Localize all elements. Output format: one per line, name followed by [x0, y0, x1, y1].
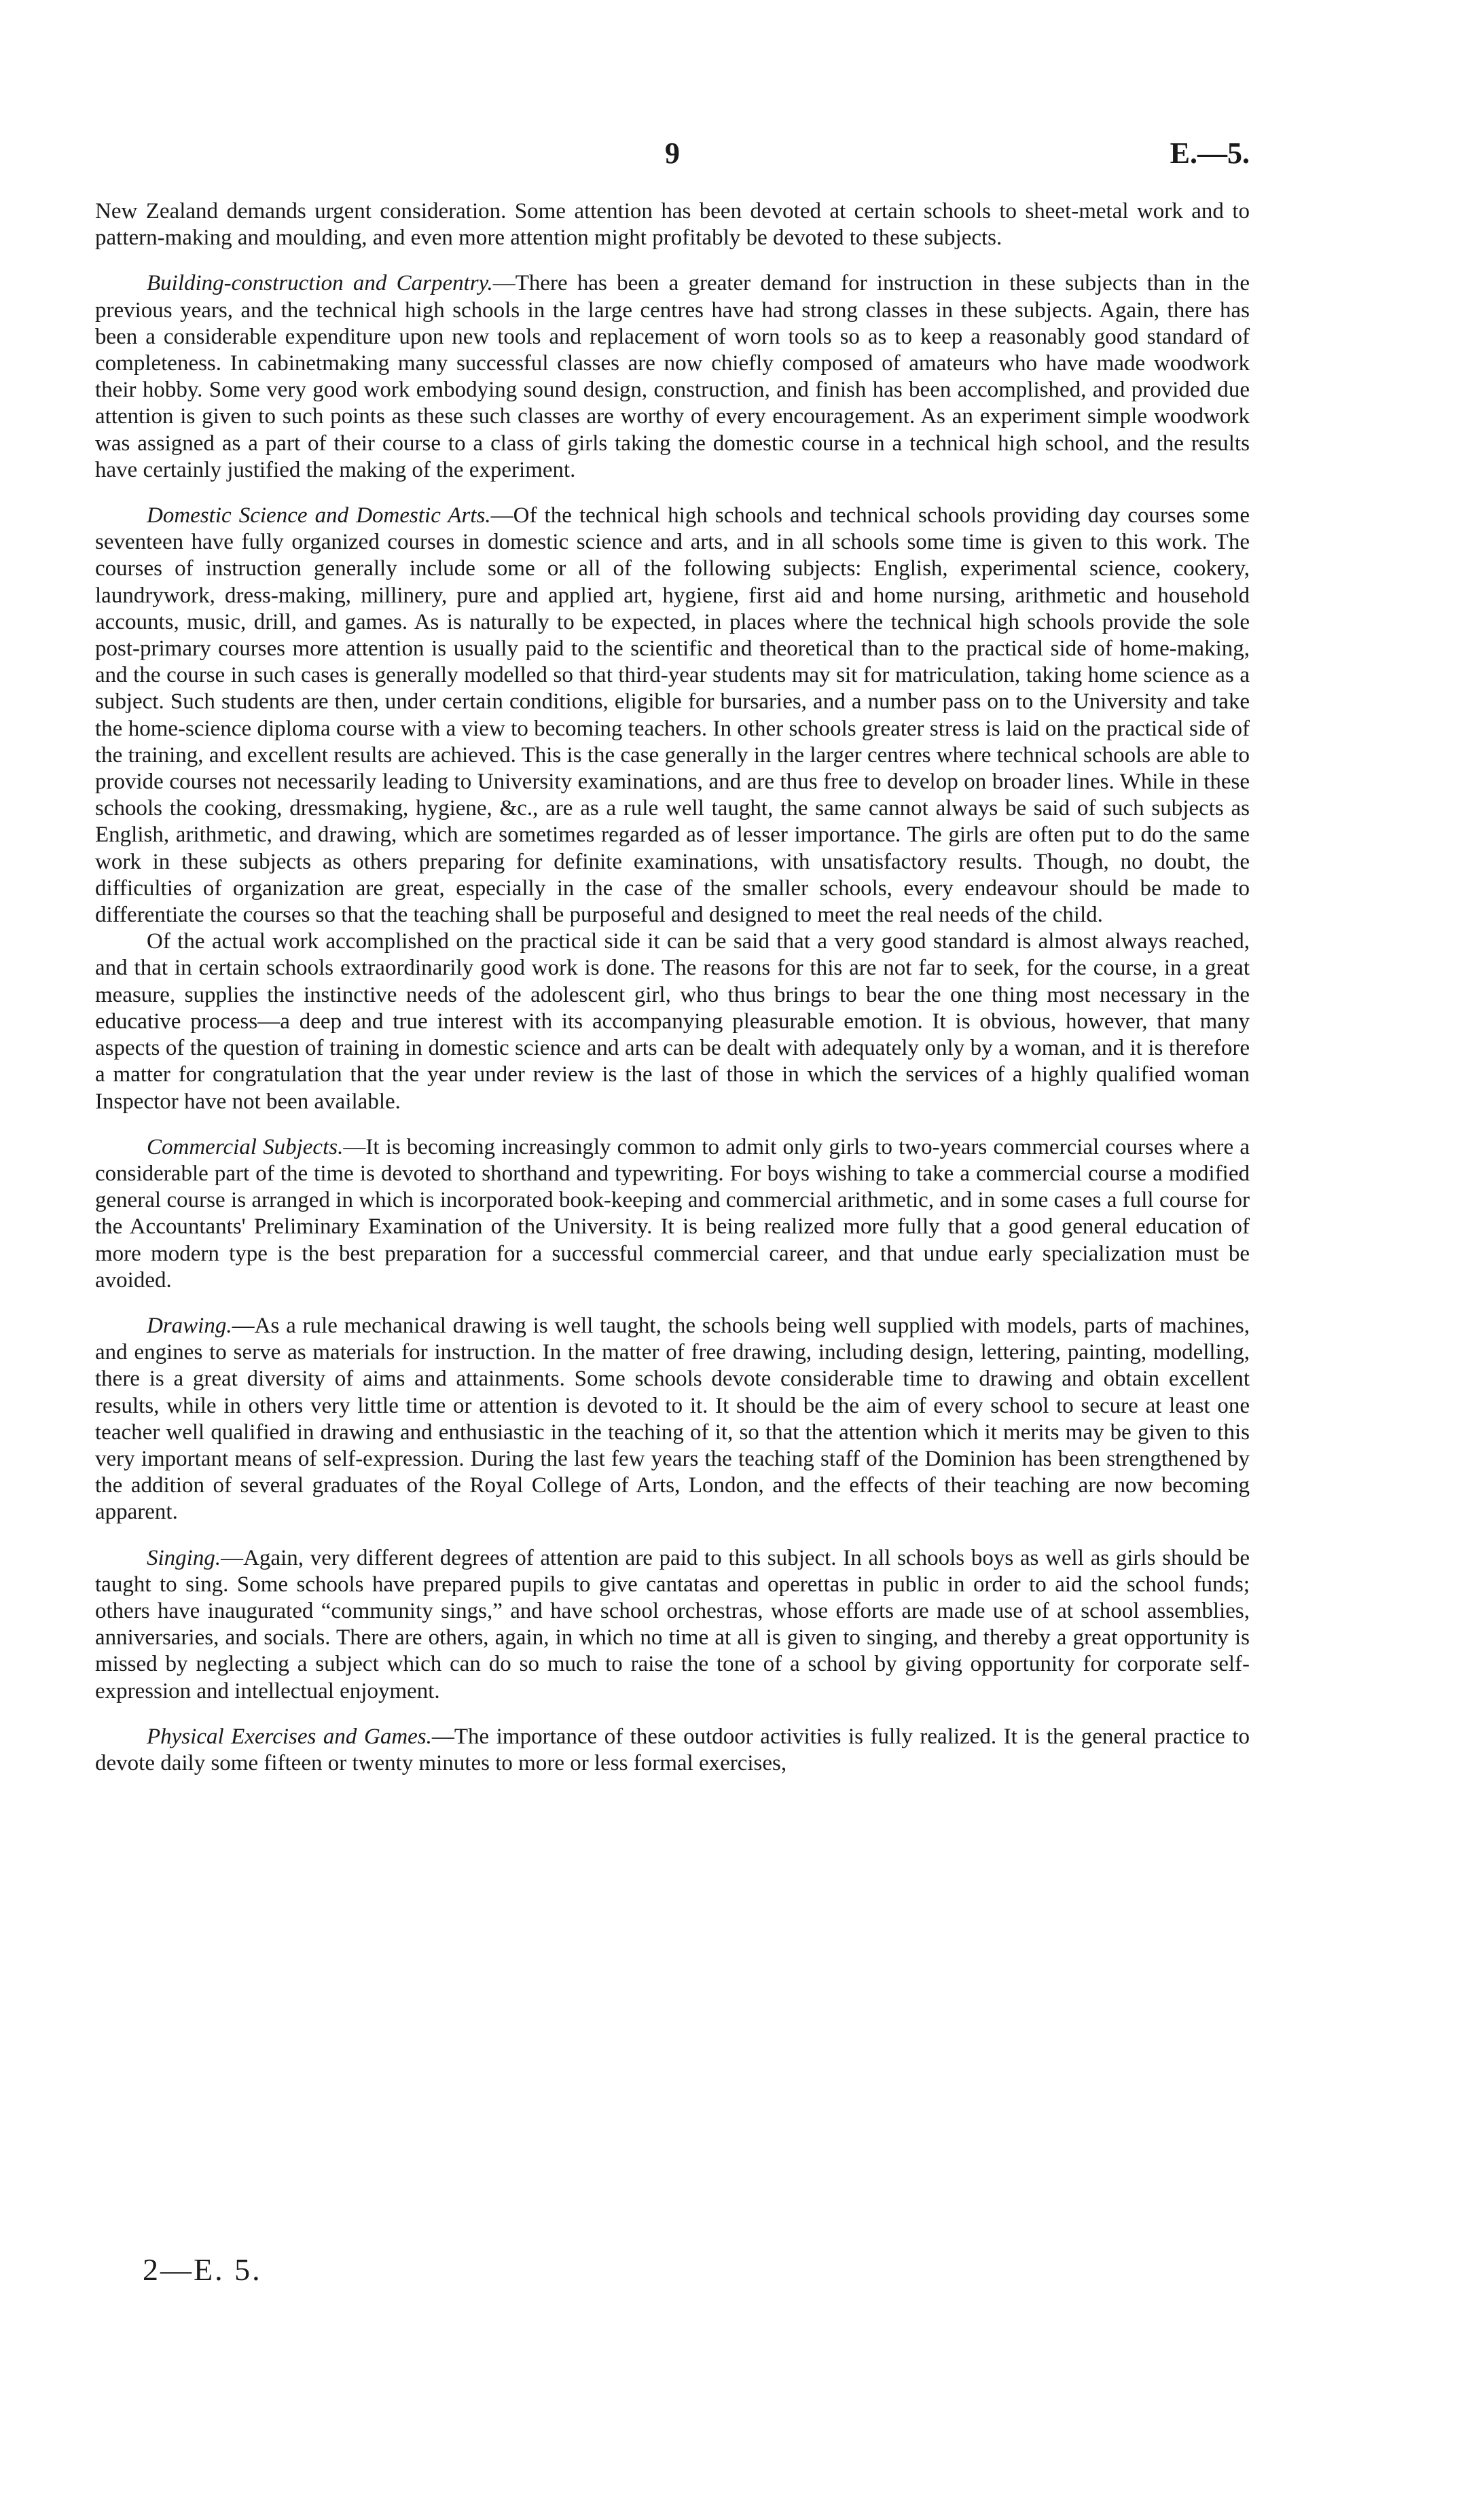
- paragraph-text: Of the actual work accomplished on the practical side it can be said that a very good standard is almost always reached, and that in certain schools extraordinarily good work is done. The reasons for this are not far to seek, for the course, in a great measure, supplies the instinctive needs of the adolescent girl, who thus brings to bear the one thing most necessary in the educative process—a deep and true interest with its accompanying pleasurable emotion. It is obvious, however, that many aspects of the question of training in domestic science and arts can be dealt with adequately only by a woman, and it is therefore a matter for congratulation that the year under review is the last of those in which the services of a highly qualified woman Inspector have not been available.: [95, 929, 1250, 1114]
- paragraph-continuation: [95, 198, 1250, 251]
- paragraph-text: —As a rule mechanical drawing is well taught, the schools being well supplied with models, parts of machines, and engines to serve as materials for instruction. In the matter of free drawing, including design, lettering, painting, modelling, there is a great diversity of aims and attainments. Some schools devote considerable time to drawing and obtain excellent results, while in others very little time or attention is devoted to it. It should be the aim of every school to secure at least one teacher well qualified in drawing and enthusiastic in the teaching of it, so that the attention which it merits may be given to this very important means of self-expression. During the last few years the teaching staff of the Dominion has been strengthened by the addition of several graduates of the Royal College of Arts, London, and the effects of their teaching are now becoming apparent.: [95, 1313, 1250, 1525]
- paragraph-practical-work: [95, 928, 1250, 1115]
- paragraph-heading: Physical Exercises and Games.: [147, 1724, 432, 1749]
- paragraph-text: —It is becoming increasingly common to admit only girls to two-years commercial courses where a considerable part of the time is devoted to shorthand and typewriting. For boys wishing to take a commercial course a modified general course is arranged in which is incorporated book-keeping and commercial arithmetic, and in some cases a full course for the Accountants' Preliminary Examination of the University. It is being realized more fully that a good general education of more modern type is the best preparation for a successful commercial career, and that undue early specialization must be avoided.: [95, 1134, 1250, 1293]
- document-reference: E.—5.: [1170, 137, 1250, 170]
- body-text: [95, 198, 1250, 1777]
- paragraph-drawing: [95, 1313, 1250, 1526]
- paragraph-text: —The importance of these outdoor activities is fully realized. It is the general practice to devote daily some fifteen or twenty minutes to more or less formal exercises,: [95, 1724, 1250, 1775]
- paragraph-text: —Again, very different degrees of attention are paid to this subject. In all schools boys as well as girls should be taught to sing. Some schools have prepared pupils to give cantatas and operettas in public in order to aid the school funds; others have inaugurated “community sings,” and have school orchestras, whose efforts are made use of at school assemblies, anniversaries, and socials. There are others, again, in which no time at all is given to singing, and thereby a great opportunity is missed by neglecting a subject which can do so much to raise the tone of a school by giving opportunity for corporate self-expression and intellectual enjoyment.: [95, 1545, 1250, 1703]
- paragraph-heading: Commercial Subjects.: [147, 1134, 344, 1159]
- signature-mark: 2—E. 5.: [143, 2252, 262, 2287]
- paragraph-text: —Of the technical high schools and technical schools providing day courses some seventeen have fully organized courses in domestic science and arts, and in all schools some time is given to this work. The courses of instruction generally include some or all of the following subjects: English, experimental science, cookery, laundrywork, dress-making, millinery, pure and applied art, hygiene, first aid and home nursing, arithmetic and household accounts, music, drill, and games. As is naturally to be expected, in places where the technical high schools provide the sole post-primary courses more attention is usually paid to the scientific and theoretical than to the practical side of home-making, and the course in such cases is generally modelled so that third-year students may sit for matriculation, taking home science as a subject. Such students are then, under certain conditions, eligible for bursaries, and a number pass on to the University and take the home-science diploma course with a view to becoming teachers. In other schools greater stress is laid on the practical side of the training, and excellent results are achieved. This is the case generally in the larger centres where technical schools are able to provide courses not necessarily leading to University examinations, and are thus free to develop on broader lines. While in these schools the cooking, dressmaking, hygiene, &c., are as a rule well taught, the same cannot always be said of such subjects as English, arithmetic, and drawing, which are sometimes regarded as of lesser importance. The girls are often put to do the same work in these subjects as others preparing for definite examinations, with unsatisfactory results. Though, no doubt, the difficulties of organization are great, especially in the case of the smaller schools, every endeavour should be made to differentiate the courses so that the teaching shall be purposeful and designed to meet the real needs of the child.: [95, 503, 1250, 928]
- paragraph-text: —There has been a greater demand for instruction in these subjects than in the previous years, and the technical high schools in the large centres have had strong classes in these subjects. Again, there has been a considerable expenditure upon new tools and replacement of worn tools so as to keep a reasonably good standard of completeness. In cabinetmaking many successful classes are now chiefly composed of amateurs who have made woodwork their hobby. Some very good work embodying sound design, construction, and finish has been accomplished, and provided due attention is given to such points as these such classes are worthy of every encouragement. As an experiment simple woodwork was assigned as a part of their course to a class of girls taking the domestic course in a technical high school, and the results have certainly justified the making of the experiment.: [95, 271, 1250, 482]
- paragraph-building-construction: [95, 270, 1250, 484]
- paragraph-heading: Building-construction and Carpentry.: [147, 271, 493, 296]
- page-number: 9: [665, 137, 680, 170]
- paragraph-heading: Domestic Science and Domestic Arts.: [147, 503, 491, 528]
- document-page: [95, 0, 1250, 2511]
- paragraph-text: New Zealand demands urgent consideration. Some attention has been devoted at certain schools to sheet-metal work and to pattern-making and moulding, and even more attention might profitably be devoted to these subjects.: [95, 199, 1250, 251]
- paragraph-commercial-subjects: [95, 1134, 1250, 1294]
- paragraph-physical-exercises: [95, 1724, 1250, 1777]
- paragraph-heading: Drawing.: [147, 1313, 232, 1338]
- paragraph-singing: [95, 1545, 1250, 1705]
- page-header: [95, 136, 1250, 177]
- paragraph-heading: Singing.: [147, 1545, 221, 1570]
- paragraph-domestic-science: [95, 503, 1250, 928]
